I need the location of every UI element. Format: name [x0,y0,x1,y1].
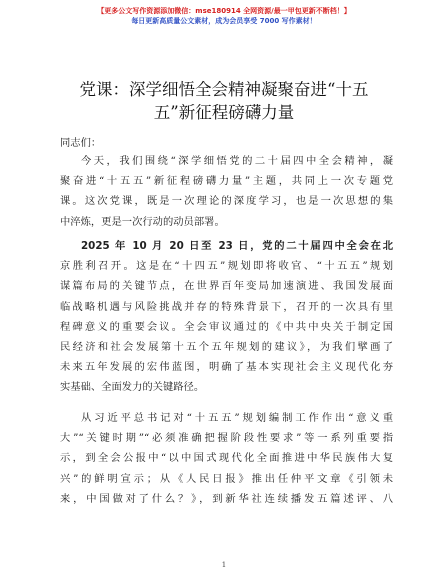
para1-line: 聚奋进“十五五”新征程磅礴力量”主题，共同上一次专题党 [60,175,393,188]
promo-line-2: 每日更新高质量公文素材，成为会员享受 7000 写作素材！ [131,17,317,25]
paragraph-3 [60,408,393,509]
para2-line: 民经济和社会发展第十五个五年规划的建议》，为我们擘画了 [60,341,393,354]
para2-line: 实基础、全面发力的关键路径。 [60,381,205,394]
para2-line: 临战略机遇与风险挑战并存的特殊背景下，召开的一次具有里 [60,300,393,313]
para2-line: 程碑意义的重要会议。全会审议通过的《中共中央关于制定国 [60,320,393,333]
para2-line: 谋篇布局的关键节点，在世界百年变局加速演进、我国发展面 [60,280,393,293]
promo-banner [0,6,448,26]
para3-line: 大”“关键时期”“必须准确把握阶段性要求”等一系列重要指 [60,432,393,445]
greeting: 同志们： [60,137,102,149]
title-line-1: 党课：深学细悟全会精神凝聚奋进“十五 [79,80,369,99]
paragraph-1 [60,151,393,232]
para2-line: 京胜利召开。这是在“十四五”规划即将收官、“十五五”规划 [60,260,393,273]
para2-lead: 2025 年 10 月 20 日至 23 日，党的二十届四中全会在北 [81,240,393,252]
paragraph-2 [60,236,393,398]
document-title [40,78,408,124]
para2-line: 未来五年发展的宏伟蓝图，明确了基本实现社会主义现代化夯 [60,361,393,374]
para3-line: 兴”的鲜明宣示；从《人民日报》推出任仲平文章《引领未 [60,472,393,485]
para1-line: 课。这次党课，既是一次理论的深度学习，也是一次思想的集 [60,195,393,208]
para1-line: 今天，我们围绕“深学细悟党的二十届四中全会精神，凝 [81,155,393,167]
para3-line: 示，到全会公报中“以中国式现代化全面推进中华民族伟大复 [60,452,393,465]
title-line-2: 五”新征程磅礴力量 [153,103,295,122]
page-number: 1 [221,561,227,569]
para3-line: 从习近平总书记对“十五五”规划编制工作作出“意义重 [81,412,393,424]
para1-line: 中淬炼，更是一次行动的动员部署。 [60,215,225,228]
para3-line: 来，中国做对了什么？》，到新华社连续播发五篇述评、八 [60,492,393,505]
promo-line-1: 【更多公文写作资源添加微信：mse180914 全网资源/最一甲包更新不断档！】 [97,7,351,15]
